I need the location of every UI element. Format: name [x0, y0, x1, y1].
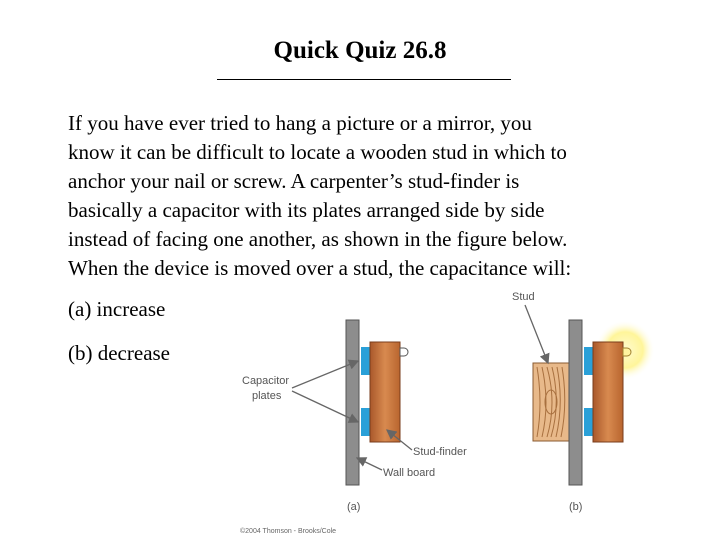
wall-board-label: Wall board [383, 467, 436, 479]
capacitor-plate-upper-b [584, 347, 593, 375]
option-a: (a) increase [68, 297, 166, 321]
unlit-bulb-a [400, 348, 408, 356]
figure-svg [230, 285, 700, 540]
question-line: If you have ever tried to hang a picture or a mirror, you [68, 111, 532, 135]
panel-b [512, 291, 655, 513]
question-line: instead of facing one another, as shown in the figure below. [68, 227, 568, 251]
capacitor-plates-label: plates [252, 390, 282, 402]
lit-bulb-b [623, 348, 631, 356]
question-line: know it can be difficult to locate a wooden stud in which to [68, 140, 567, 164]
stud-finder-figure [230, 285, 700, 540]
wall-board-a [346, 320, 359, 485]
stud-arrow [525, 305, 548, 363]
stud-finder-body-b [593, 342, 623, 442]
capacitor-plate-upper-a [361, 347, 370, 375]
panel-a-label: (a) [347, 501, 361, 513]
panel-a [242, 320, 467, 513]
stud-finder-label: Stud-finder [413, 446, 467, 458]
question-text [68, 109, 688, 283]
capacitor-plate-lower-a [361, 408, 370, 436]
question-line: basically a capacitor with its plates arranged side by side [68, 198, 545, 222]
stud-finder-body-a [370, 342, 400, 442]
title-underline [217, 79, 511, 80]
option-b: (b) decrease [68, 341, 171, 365]
panel-b-label: (b) [569, 501, 583, 513]
slide-title: Quick Quiz 26.8 [273, 37, 447, 64]
copyright-notice: ©2004 Thomson - Brooks/Cole [240, 528, 337, 535]
stud-label: Stud [512, 291, 535, 303]
question-line: When the device is moved over a stud, the capacitance will: [68, 256, 572, 280]
wall-board-b [569, 320, 582, 485]
wall-board-arrow [357, 458, 382, 470]
question-line: anchor your nail or screw. A carpenter’s stud-finder is [68, 169, 520, 193]
capacitor-plate-lower-b [584, 408, 593, 436]
capacitor-plates-label: Capacitor [242, 375, 290, 387]
